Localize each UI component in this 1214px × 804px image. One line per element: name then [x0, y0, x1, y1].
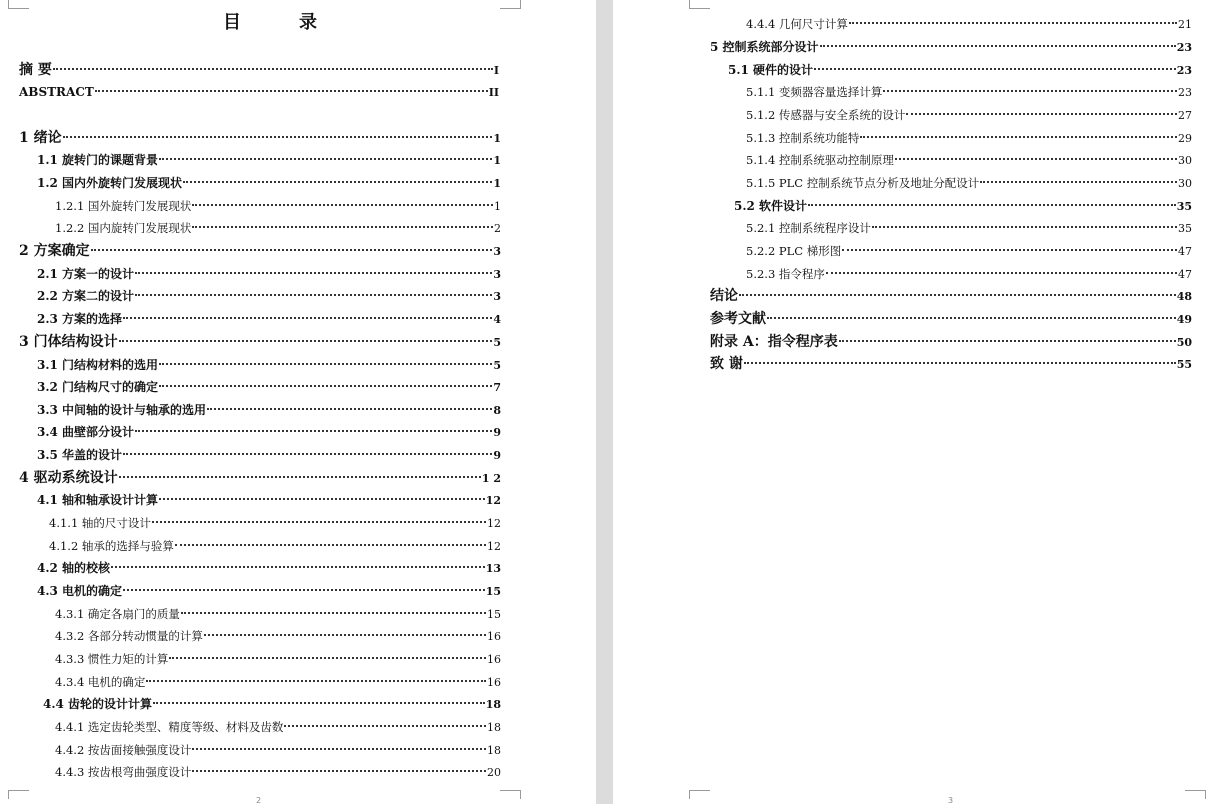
toc-entry-page: 35	[1178, 222, 1192, 235]
toc-entry-page: 12	[487, 517, 501, 530]
toc-entry-label: 1.1 旋转门的课题背景	[37, 153, 159, 167]
dot-leader	[159, 385, 492, 387]
toc-title: 目 录	[223, 12, 337, 33]
toc-entry-label: 5.1.2 传感器与安全系统的设计	[746, 108, 906, 122]
toc-entry-page: I	[493, 64, 499, 77]
toc-entry-label: 1.2.1 国外旋转门发展现状	[55, 199, 192, 213]
toc-entry-page: 1	[493, 177, 501, 190]
dot-leader	[860, 136, 1177, 138]
toc-entry[interactable]	[55, 740, 501, 760]
toc-entry[interactable]	[55, 196, 501, 216]
toc-entry-page: 13	[485, 562, 501, 575]
toc-entry-page: 5	[493, 336, 501, 349]
toc-entry-page: 9	[493, 426, 501, 439]
dot-leader	[192, 770, 486, 772]
dot-leader	[849, 22, 1177, 24]
toc-entry[interactable]	[37, 558, 501, 578]
toc-entry[interactable]	[746, 82, 1192, 102]
dot-leader	[883, 90, 1177, 92]
toc-entry-page: 7	[493, 381, 501, 394]
dot-leader	[63, 136, 493, 138]
toc-entry[interactable]	[710, 332, 1192, 352]
toc-entry[interactable]	[37, 422, 501, 442]
dot-leader	[839, 340, 1176, 342]
toc-entry[interactable]	[43, 694, 501, 714]
dot-leader	[123, 317, 492, 319]
toc-entry[interactable]	[746, 105, 1192, 125]
page-number: 3	[948, 796, 954, 804]
toc-entry-label: 4 驱动系统设计	[19, 470, 118, 486]
dot-leader	[91, 249, 493, 251]
toc-entry[interactable]	[37, 445, 501, 465]
toc-entry-page: 50	[1176, 336, 1192, 349]
toc-entry-label: 5.1.4 控制系统驱动控制原理	[746, 153, 894, 167]
toc-entry[interactable]	[746, 241, 1192, 261]
toc-entry-label: 摘 要	[19, 62, 52, 78]
toc-entry-label: 5 控制系统部分设计	[710, 40, 819, 54]
crop-mark	[8, 790, 29, 799]
dot-leader	[135, 430, 492, 432]
toc-entry-page: 30	[1178, 154, 1192, 167]
dot-leader	[872, 226, 1177, 228]
crop-mark	[689, 0, 710, 9]
dot-leader	[192, 748, 486, 750]
dot-leader	[153, 702, 485, 704]
toc-entry-label: 5.2 软件设计	[734, 199, 808, 213]
toc-entry-page: 12	[487, 540, 501, 553]
toc-entry[interactable]	[37, 490, 501, 510]
toc-entry[interactable]	[710, 37, 1192, 57]
toc-entry-label: 3.1 门结构材料的选用	[37, 358, 159, 372]
crop-mark	[1185, 790, 1206, 799]
dot-leader	[119, 476, 481, 478]
toc-entry-label: 4.4.4 几何尺寸计算	[746, 17, 848, 31]
dot-leader	[159, 498, 485, 500]
toc-entry-label: 4.4.2 按齿面接触强度设计	[55, 743, 192, 757]
toc-entry[interactable]	[746, 218, 1192, 238]
toc-entry[interactable]	[746, 150, 1192, 170]
toc-entry-label: 5.1 硬件的设计	[728, 63, 814, 77]
toc-entry-page: 8	[493, 404, 501, 417]
toc-entry-page: 47	[1178, 268, 1192, 281]
toc-entry[interactable]	[37, 286, 501, 306]
toc-entry-label: 1.2 国内外旋转门发展现状	[37, 176, 183, 190]
dot-leader	[767, 317, 1176, 319]
toc-entry[interactable]	[37, 173, 501, 193]
toc-entry[interactable]	[55, 218, 501, 238]
toc-entry[interactable]	[19, 128, 501, 148]
toc-entry-page: 30	[1178, 177, 1192, 190]
dot-leader	[119, 340, 493, 342]
dot-leader	[159, 158, 492, 160]
toc-entry[interactable]	[19, 332, 501, 352]
dot-leader	[135, 294, 492, 296]
toc-entry-label: 4.3.2 各部分转动惯量的计算	[55, 629, 203, 643]
toc-entry-label: 3.5 华盖的设计	[37, 448, 123, 462]
toc-entry-page: 1	[493, 132, 501, 145]
toc-entry-page: 1	[494, 200, 501, 213]
toc-entry[interactable]	[37, 264, 501, 284]
toc-entry-page: 16	[487, 630, 501, 643]
toc-entry-label: 2.1 方案一的设计	[37, 267, 135, 281]
toc-entry-label: 参考文献	[710, 311, 766, 327]
toc-entry-page: 3	[493, 245, 501, 258]
dot-leader	[169, 657, 486, 659]
dot-leader	[980, 181, 1177, 183]
toc-entry-page: 29	[1178, 132, 1192, 145]
page-gap	[596, 0, 613, 804]
toc-entry[interactable]	[710, 354, 1192, 374]
toc-entry-page: 9	[493, 449, 501, 462]
toc-entry-label: 4.3 电机的确定	[37, 584, 123, 598]
toc-entry[interactable]	[55, 762, 501, 782]
dot-leader	[207, 408, 492, 410]
toc-entry-label: 3.3 中间轴的设计与轴承的选用	[37, 403, 207, 417]
toc-entry-label: 5.1.1 变频器容量选择计算	[746, 85, 883, 99]
dot-leader	[744, 362, 1176, 364]
toc-entry-label: 4.4.3 按齿根弯曲强度设计	[55, 765, 192, 779]
toc-entry-page: 18	[487, 744, 501, 757]
toc-entry-page: 23	[1178, 86, 1192, 99]
toc-entry-page: 4	[493, 313, 501, 326]
toc-entry[interactable]	[710, 286, 1192, 306]
toc-entry-page: 48	[1176, 290, 1192, 303]
toc-entry[interactable]	[55, 717, 501, 737]
toc-entry-page: II	[488, 86, 499, 99]
dot-leader	[826, 272, 1177, 274]
toc-entry[interactable]	[55, 626, 501, 646]
toc-entry-label: 3.4 曲壁部分设计	[37, 425, 135, 439]
toc-entry-page: 3	[493, 290, 501, 303]
dot-leader	[192, 226, 493, 228]
toc-entry[interactable]	[746, 173, 1192, 193]
toc-entry-label: 2.2 方案二的设计	[37, 289, 135, 303]
toc-entry-page: 3	[493, 268, 501, 281]
toc-entry-label: 5.2.3 指令程序	[746, 267, 825, 281]
toc-entry-page: 27	[1178, 109, 1192, 122]
dot-leader	[175, 544, 486, 546]
crop-mark	[500, 790, 521, 799]
dot-leader	[146, 680, 486, 682]
toc-entry[interactable]	[37, 400, 501, 420]
dot-leader	[95, 90, 488, 92]
toc-entry-page: 12	[485, 494, 501, 507]
toc-entry-label: 4.4.1 选定齿轮类型、精度等级、材料及齿数	[55, 720, 284, 734]
document-page-right	[613, 0, 1214, 804]
toc-entry-page: 20	[487, 766, 501, 779]
dot-leader	[111, 566, 485, 568]
toc-entry-label: 5.1.3 控制系统功能特	[746, 131, 860, 145]
toc-entry-page: 23	[1176, 41, 1192, 54]
toc-entry-label: 4.1.2 轴承的选择与验算	[49, 539, 174, 553]
toc-entry-label: 1.2.2 国内旋转门发展现状	[55, 221, 192, 235]
dot-leader	[123, 453, 492, 455]
dot-leader	[739, 294, 1176, 296]
toc-entry[interactable]	[19, 468, 501, 488]
dot-leader	[895, 158, 1177, 160]
toc-entry[interactable]	[55, 604, 501, 624]
toc-entry-label: 4.2 轴的校核	[37, 561, 111, 575]
toc-entry[interactable]	[19, 82, 499, 102]
document-page-left	[0, 0, 596, 804]
toc-entry[interactable]	[19, 60, 499, 80]
toc-entry-label: 致 谢	[710, 356, 743, 372]
toc-entry[interactable]	[19, 241, 501, 261]
toc-entry-page: 1	[493, 154, 501, 167]
toc-entry[interactable]	[55, 672, 501, 692]
toc-entry-page: 15	[487, 608, 501, 621]
dot-leader	[152, 521, 486, 523]
toc-entry-label: 4.1.1 轴的尺寸设计	[49, 516, 151, 530]
toc-entry[interactable]	[746, 14, 1192, 34]
dot-leader	[814, 68, 1176, 70]
toc-entry-label: ABSTRACT	[19, 85, 94, 99]
toc-entry-label: 4.4 齿轮的设计计算	[43, 697, 153, 711]
toc-entry[interactable]	[55, 649, 501, 669]
toc-entry-label: 2 方案确定	[19, 243, 90, 259]
toc-entry[interactable]	[37, 581, 501, 601]
dot-leader	[181, 612, 486, 614]
toc-entry-label: 3.2 门结构尺寸的确定	[37, 380, 159, 394]
page-number: 2	[256, 796, 262, 804]
toc-entry-label: 5.2.1 控制系统程序设计	[746, 221, 871, 235]
toc-entry[interactable]	[37, 309, 501, 329]
toc-entry-label: 5.1.5 PLC 控制系统节点分析及地址分配设计	[746, 176, 980, 190]
toc-entry-label: 4.3.4 电机的确定	[55, 675, 146, 689]
toc-entry[interactable]	[49, 536, 501, 556]
toc-entry-page: 5	[493, 359, 501, 372]
toc-entry[interactable]	[728, 60, 1192, 80]
toc-entry-label: 4.1 轴和轴承设计计算	[37, 493, 159, 507]
toc-entry-page: 16	[487, 676, 501, 689]
dot-leader	[53, 68, 493, 70]
toc-entry-page: 49	[1176, 313, 1192, 326]
toc-entry[interactable]	[734, 196, 1192, 216]
toc-entry-label: 2.3 方案的选择	[37, 312, 123, 326]
dot-leader	[820, 45, 1176, 47]
dot-leader	[159, 363, 492, 365]
dot-leader	[204, 634, 486, 636]
toc-entry-label: 4.3.3 惯性力矩的计算	[55, 652, 169, 666]
crop-mark	[689, 790, 710, 799]
dot-leader	[284, 725, 486, 727]
toc-entry-page: 55	[1176, 358, 1192, 371]
toc-entry-label: 4.3.1 确定各扇门的质量	[55, 607, 180, 621]
toc-entry-label: 5.2.2 PLC 梯形图	[746, 244, 842, 258]
toc-entry-page: 16	[487, 653, 501, 666]
toc-entry-label: 3 门体结构设计	[19, 334, 118, 350]
toc-entry-page: 15	[485, 585, 501, 598]
dot-leader	[906, 113, 1177, 115]
toc-entry[interactable]	[37, 377, 501, 397]
dot-leader	[123, 589, 485, 591]
toc-entry-label: 1 绪论	[19, 130, 62, 146]
dot-leader	[808, 204, 1176, 206]
toc-entry-label: 附录 A：指令程序表	[710, 334, 838, 350]
toc-entry[interactable]	[746, 128, 1192, 148]
toc-entry-page: 1 2	[481, 472, 501, 485]
toc-entry-page: 2	[494, 222, 501, 235]
toc-entry-page: 21	[1178, 18, 1192, 31]
dot-leader	[192, 204, 493, 206]
toc-entry-page: 23	[1176, 64, 1192, 77]
dot-leader	[183, 181, 492, 183]
toc-entry[interactable]	[37, 355, 501, 375]
dot-leader	[135, 272, 492, 274]
toc-entry-page: 18	[485, 698, 501, 711]
toc-entry[interactable]	[710, 309, 1192, 329]
toc-entry[interactable]	[37, 150, 501, 170]
toc-entry-page: 35	[1176, 200, 1192, 213]
dot-leader	[842, 249, 1177, 251]
toc-entry-page: 18	[487, 721, 501, 734]
toc-entry[interactable]	[49, 513, 501, 533]
toc-entry[interactable]	[746, 264, 1192, 284]
toc-entry-page: 47	[1178, 245, 1192, 258]
toc-entry-label: 结论	[710, 288, 738, 304]
